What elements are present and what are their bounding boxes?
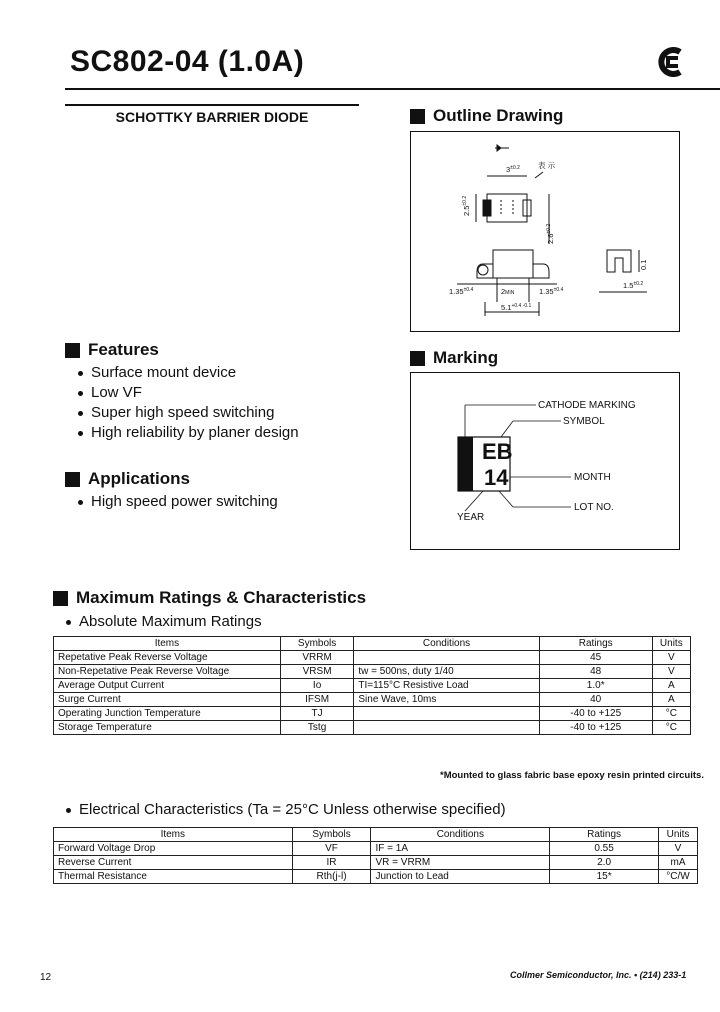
- max-ratings-table: [53, 636, 691, 735]
- features-heading: [65, 340, 159, 360]
- dim-total-tol: +0.4 -0.1: [511, 303, 532, 309]
- bullet-icon: [78, 500, 83, 505]
- table-row: Forward Voltage Drop VF IF = 1A 0.55 V: [54, 842, 698, 856]
- table-row: Average Output Current Io TI=115°C Resistive Load 1.0* A: [54, 679, 691, 693]
- bullet-icon: [78, 391, 83, 396]
- square-bullet-icon: [65, 343, 80, 358]
- table-row: Operating Junction Temperature TJ -40 to +125 °C: [54, 707, 691, 721]
- list-item: Super high speed switching: [78, 403, 299, 423]
- bullet-icon: [78, 371, 83, 376]
- dim-lead-right-tol: ±0.4: [553, 287, 564, 293]
- marking-date-code: 14: [484, 465, 509, 490]
- page-title: SC802-04 (1.0A): [70, 45, 305, 78]
- marking-box: [410, 372, 680, 550]
- features-list: [78, 363, 299, 443]
- page-number: 12: [40, 972, 52, 983]
- dim-right-height-tol: ±0.2: [546, 223, 552, 234]
- max-ratings-heading: [53, 588, 366, 608]
- svg-text:1.35±0.4: [449, 287, 474, 296]
- mounting-note: *Mounted to glass fabric base epoxy resin printed circuits.: [440, 770, 704, 781]
- list-item: High reliability by planer design: [78, 423, 299, 443]
- svg-text:2.6±0.2: [546, 224, 555, 244]
- dim-mid: 2: [501, 287, 506, 296]
- dim-mid-suffix: MIN: [505, 290, 515, 296]
- square-bullet-icon: [65, 472, 80, 487]
- dim-left-height-tol: ±0.2: [462, 195, 468, 206]
- square-bullet-icon: [410, 109, 425, 124]
- dim-lead-left: 1.35: [449, 287, 464, 296]
- list-item: High speed power switching: [78, 492, 278, 512]
- svg-text:5.1+0.4 -0.1: [501, 303, 532, 312]
- dim-side-width: 1.5: [623, 281, 634, 290]
- applications-heading-text: Applications: [88, 469, 191, 488]
- applications-heading: [65, 469, 190, 489]
- square-bullet-icon: [53, 591, 68, 606]
- table-row: Thermal Resistance Rth(j-l) Junction to Lead 15* °C/W: [54, 870, 698, 884]
- max-ratings-heading-text: Maximum Ratings & Characteristics: [76, 588, 367, 607]
- dim-side-height: 0.1: [639, 259, 648, 270]
- table-header-row: Items Symbols Conditions Ratings Units: [54, 828, 698, 842]
- table-header-row: Items Symbols Conditions Ratings Units: [54, 637, 691, 651]
- svg-text:1.35±0.4: [539, 287, 564, 296]
- dim-top-width: 3: [506, 165, 511, 174]
- bullet-icon: [78, 411, 83, 416]
- dim-left-height: 2.5: [462, 205, 471, 216]
- svg-text:3±0.2: [506, 165, 520, 174]
- label-year: YEAR: [457, 512, 485, 523]
- company-footer: Collmer Semiconductor, Inc. • (214) 233-1: [510, 970, 687, 980]
- outline-drawing-box: [410, 131, 680, 332]
- label-symbol: SYMBOL: [563, 416, 605, 427]
- dim-total: 5.1: [501, 303, 512, 312]
- subtitle-rule: [65, 104, 359, 106]
- svg-text:2.5±0.2: [462, 196, 471, 216]
- applications-list: [78, 492, 278, 512]
- label-cathode: CATHODE MARKING: [538, 400, 636, 411]
- table-row: Repetative Peak Reverse Voltage VRRM 45 V: [54, 651, 691, 665]
- table-row: Storage Temperature Tstg -40 to +125 °C: [54, 721, 691, 735]
- electrical-heading: Electrical Characteristics (Ta = 25°C Unless otherwise specified): [66, 800, 506, 820]
- bullet-icon: [66, 620, 71, 625]
- outline-heading-text: Outline Drawing: [433, 106, 564, 125]
- marking-heading-text: Marking: [433, 348, 499, 367]
- list-item: Surface mount device: [78, 363, 299, 383]
- electrical-table: [53, 827, 698, 884]
- collmer-logo-icon: [654, 44, 688, 80]
- svg-text:2MIN: [501, 287, 515, 296]
- label-lot: LOT NO.: [574, 502, 614, 513]
- table-row: Non-Repetative Peak Reverse Voltage VRSM tw = 500ns, duty 1/40 48 V: [54, 665, 691, 679]
- dim-kanji: 表 示: [538, 161, 556, 170]
- title-rule: [65, 88, 720, 90]
- outline-heading: [410, 106, 563, 126]
- marking-heading: [410, 348, 498, 368]
- dim-right-height: 2.6: [546, 233, 555, 244]
- product-subtitle: SCHOTTKY BARRIER DIODE: [115, 109, 309, 125]
- label-month: MONTH: [574, 472, 611, 483]
- dim-lead-right: 1.35: [539, 287, 554, 296]
- bullet-icon: [78, 431, 83, 436]
- max-ratings-sub: Absolute Maximum Ratings: [66, 612, 262, 632]
- table-row: Surge Current IFSM Sine Wave, 10ms 40 A: [54, 693, 691, 707]
- marking-symbol-code: EB: [482, 439, 513, 464]
- square-bullet-icon: [410, 351, 425, 366]
- svg-text:1.5±0.2: [623, 281, 643, 290]
- dim-top-width-tol: ±0.2: [510, 165, 520, 171]
- features-heading-text: Features: [88, 340, 159, 359]
- bullet-icon: [66, 808, 71, 813]
- table-row: Reverse Current IR VR = VRRM 2.0 mA: [54, 856, 698, 870]
- dim-lead-left-tol: ±0.4: [463, 287, 474, 293]
- dim-side-tol: ±0.2: [633, 281, 644, 287]
- list-item: Low VF: [78, 383, 299, 403]
- outline-drawing: [411, 132, 679, 331]
